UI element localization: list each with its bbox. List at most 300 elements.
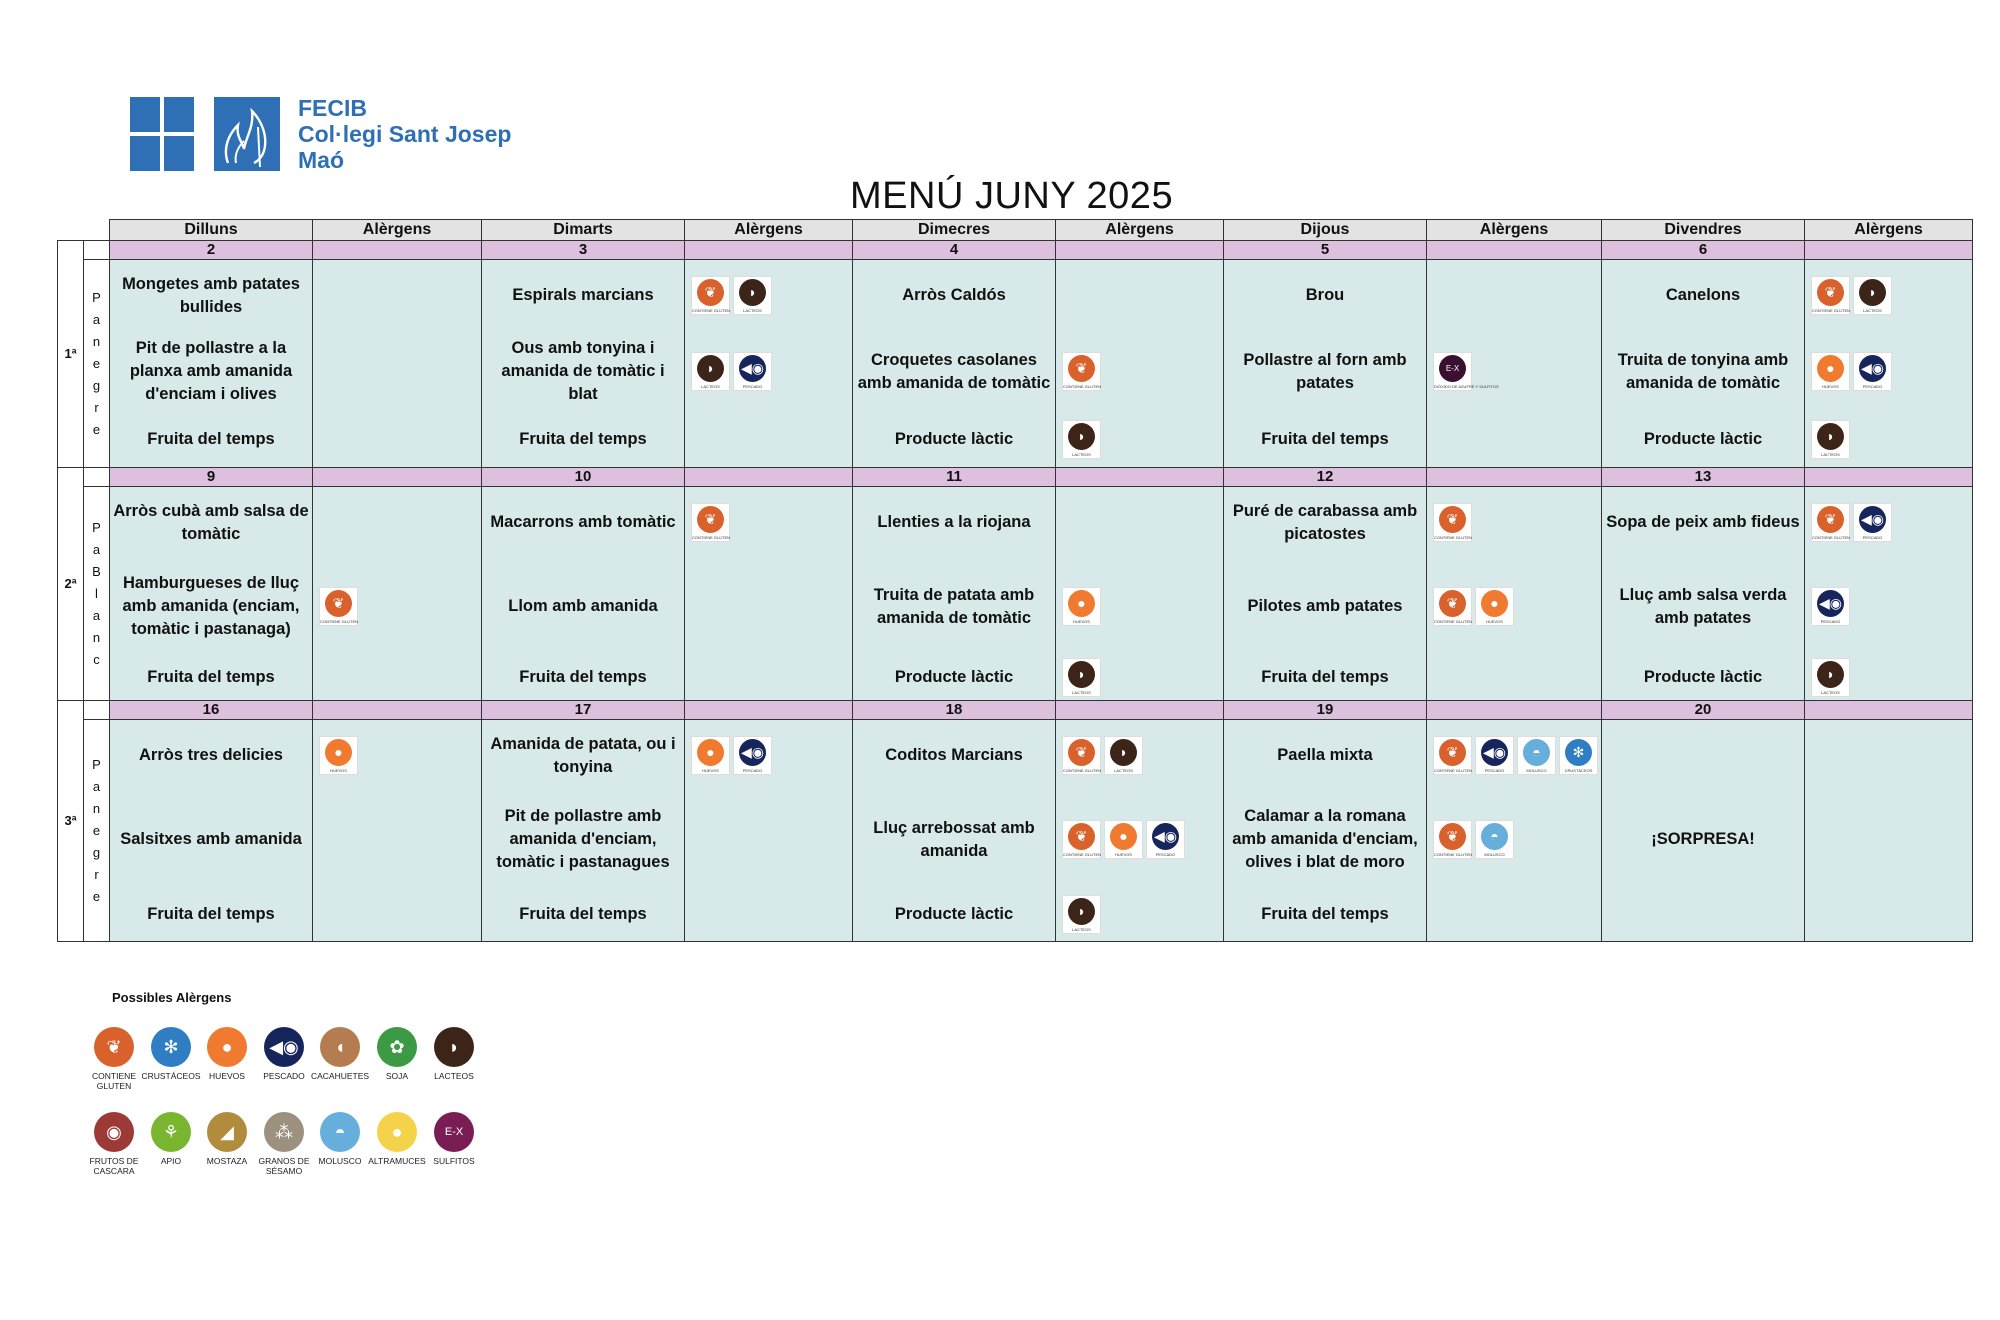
corner-cell [58,220,110,241]
molusco-icon-glyph: ◓ [1481,823,1508,850]
lacteos-allergen-icon [733,276,772,315]
pescado-allergen-icon [733,736,772,775]
legend-item-lacteos [424,1027,484,1081]
lacteos-icon: ◗ [434,1027,474,1067]
dish-cell: Fruita del temps [110,412,313,468]
huevos-icon-label: HUEVOS [1073,619,1090,624]
legend-label: MOSTAZA [206,1156,248,1166]
legend-label: CONTIENE GLUTEN [92,1071,136,1091]
legend-label: APIO [160,1156,182,1166]
meal-row [58,792,1973,888]
dish-cell: Mongetes amb patates bullides [110,260,313,332]
allergen-cell [1805,655,1973,701]
lacteos-icon-glyph: ◗ [1859,279,1886,306]
bread-type-label [84,487,110,701]
bread-type-vertical-text: P a n e g r e [92,756,101,904]
pescado-icon-label: PESCADO [1484,768,1505,774]
huevos-icon-label: HUEVOS [1822,384,1839,389]
date-allergen-cell [1056,241,1224,260]
gluten-allergen-icon [1811,503,1850,542]
gluten-icon-label: CONTIENE GLUTEN [692,308,731,314]
dish-cell: Pilotes amb patates [1224,559,1427,655]
dish-cell: Truita de tonyina amb amanida de tomàtic [1602,332,1805,412]
pescado-icon-label: PESCADO [742,384,763,389]
lacteos-allergen-icon [1062,895,1101,934]
lacteos-allergen-icon [1811,420,1850,459]
gluten-allergen-icon [1433,736,1472,775]
date-cell: 3 [482,241,685,260]
gluten-icon-glyph: ❦ [1439,823,1466,850]
legend-label: CACAHUETES [310,1071,370,1081]
allergen-cell [685,260,853,332]
pescado-icon-glyph: ◀◉ [1152,823,1179,850]
pescado-icon-label: PESCADO [1155,852,1176,857]
gluten-icon-glyph: ❦ [1068,823,1095,850]
gluten-allergen-icon [1062,736,1101,775]
dish-cell: Llenties a la riojana [853,487,1056,559]
huevos-icon-glyph: ● [325,739,352,766]
allergen-cell [1805,888,1973,942]
huevos-icon-label: HUEVOS [1115,852,1132,857]
allergen-cell [313,260,482,332]
col-header-dijous: Dijous [1224,220,1427,241]
legend-label: MOLUSCO [318,1156,362,1166]
huevos-icon-glyph: ● [1481,590,1508,617]
dish-cell: Hamburgueses de lluç amb amanida (enciam, tomàtic i pastanaga) [110,559,313,655]
dish-cell: Brou [1224,260,1427,332]
allergen-cell [1427,888,1602,942]
huevos-allergen-icon [1104,820,1143,859]
dish-cell: Ous amb tonyina i amanida de tomàtic i blat [482,332,685,412]
gluten-icon-glyph: ❦ [325,590,352,617]
molusco-icon-label: MOLUSCO [1526,768,1547,774]
crustaceos-icon: ✻ [151,1027,191,1067]
pescado-icon-glyph: ◀◉ [1817,590,1844,617]
soja-icon: ✿ [377,1027,417,1067]
date-cell: 5 [1224,241,1427,260]
huevos-icon-label: HUEVOS [1486,619,1503,624]
dish-cell: Puré de carabassa amb picatostes [1224,487,1427,559]
lacteos-icon-glyph: ◗ [1068,898,1095,925]
logo-text [298,95,511,173]
date-allergen-cell [1427,241,1602,260]
lacteos-icon-glyph: ◗ [697,355,724,382]
legend-item-sulfitos [424,1112,484,1166]
allergen-cell [313,888,482,942]
date-allergen-cell [1805,468,1973,487]
dish-cell: Pollastre al forn amb patates [1224,332,1427,412]
lacteos-icon-label: LACTEOS [1863,308,1882,314]
dish-cell: Calamar a la romana amb amanida d'enciam, olives i blat de moro [1224,792,1427,888]
dish-cell [1602,888,1805,942]
dish-cell: Espirals marcians [482,260,685,332]
date-row [58,701,1973,720]
allergen-cell [685,655,853,701]
date-allergen-cell [313,241,482,260]
dioxido-icon-label: DIÓXIDO DE AZUFRE Y SULFITOS [1434,384,1499,389]
gluten-icon-label: CONTIENE GLUTEN [1434,852,1473,857]
dish-cell: Producte làctic [853,655,1056,701]
date-allergen-cell [1805,701,1973,720]
gluten-icon-label: CONTIENE GLUTEN [320,619,359,624]
bread-type-vertical-text: P a n e g r e [92,289,101,437]
meal-row [58,888,1973,942]
allergen-cell [1056,412,1224,468]
legend-label: ALTRAMUCES [368,1156,426,1166]
lacteos-allergen-icon [1811,658,1850,697]
gluten-icon-label: CONTIENE GLUTEN [692,535,731,541]
date-cell: 10 [482,468,685,487]
week-label: 3ª [58,701,84,942]
gluten-icon-label: CONTIENE GLUTEN [1434,619,1473,624]
dish-cell: Coditos Marcians [853,720,1056,792]
apio-icon: ⚘ [151,1112,191,1152]
menu-title: MENÚ JUNY 2025 [850,175,1174,217]
dioxido-icon-glyph: E-X [1439,355,1466,382]
legend-label: SULFITOS [433,1156,475,1166]
huevos-icon-glyph: ● [1110,823,1137,850]
date-cell: 9 [110,468,313,487]
dish-cell: Salsitxes amb amanida [110,792,313,888]
date-allergen-cell [1056,468,1224,487]
meal-row [58,559,1973,655]
date-allergen-cell [1427,468,1602,487]
pescado-allergen-icon [1475,736,1514,775]
allergen-cell [685,412,853,468]
dish-cell: Amanida de patata, ou i tonyina [482,720,685,792]
huevos-allergen-icon [1062,587,1101,626]
legend-item-pescado [254,1027,314,1081]
huevos-icon: ● [207,1027,247,1067]
lacteos-icon-label: LACTEOS [1114,768,1133,774]
legend-item-apio [141,1112,201,1166]
dish-cell: Producte làctic [1602,412,1805,468]
dioxido-allergen-icon [1433,352,1499,391]
allergen-cell [1805,792,1973,888]
allergen-cell [1056,559,1224,655]
meal-row [58,412,1973,468]
gluten-icon-label: CONTIENE GLUTEN [1063,384,1102,389]
bread-type-vertical-text: P a B l a n c [92,519,101,667]
dish-cell: Arròs cubà amb salsa de tomàtic [110,487,313,559]
dish-cell: Lluç amb salsa verda amb patates [1602,559,1805,655]
altramuces-icon: ● [377,1112,417,1152]
huevos-icon-glyph: ● [697,739,724,766]
col-header-allergens: Alèrgens [1805,220,1973,241]
huevos-icon-label: HUEVOS [330,768,347,774]
allergen-cell [1056,487,1224,559]
allergen-cell [1427,332,1602,412]
lacteos-allergen-icon [691,352,730,391]
gluten-icon-glyph: ❦ [1439,590,1466,617]
lacteos-icon-glyph: ◗ [1817,661,1844,688]
allergen-cell [1427,720,1602,792]
crustaceos-icon-label: CRUSTÁCEOS [1564,768,1593,774]
molusco-icon: ◓ [320,1112,360,1152]
lacteos-allergen-icon [1853,276,1892,315]
legend-item-altramuces [367,1112,427,1166]
dish-cell: Llom amb amanida [482,559,685,655]
date-cell: 13 [1602,468,1805,487]
dish-cell: Arròs Caldós [853,260,1056,332]
dish-cell: Fruita del temps [1224,888,1427,942]
gluten-allergen-icon [319,587,358,626]
dish-cell: Fruita del temps [110,655,313,701]
lacteos-allergen-icon [1062,420,1101,459]
allergen-cell [685,720,853,792]
gluten-allergen-icon [1062,820,1101,859]
huevos-allergen-icon [691,736,730,775]
legend-label: HUEVOS [209,1071,245,1081]
date-allergen-cell [685,468,853,487]
crustaceos-allergen-icon [1559,736,1598,775]
date-cell: 4 [853,241,1056,260]
meal-row [58,332,1973,412]
date-allergen-cell [313,468,482,487]
allergen-cell [1805,720,1973,792]
molusco-allergen-icon [1475,820,1514,859]
allergen-cell [1805,332,1973,412]
dish-cell: Fruita del temps [1224,412,1427,468]
allergen-cell [1427,655,1602,701]
logo-line-2: Col·legi Sant Josep [298,121,512,147]
date-allergen-cell [1805,241,1973,260]
pescado-allergen-icon [1853,503,1892,542]
legend-item-gluten [84,1027,144,1091]
dish-cell: Macarrons amb tomàtic [482,487,685,559]
legend-label: CRUSTÁCEOS [141,1071,201,1081]
legend-item-molusco [310,1112,370,1166]
allergen-cell [1056,888,1224,942]
dish-cell: Fruita del temps [482,655,685,701]
pescado-allergen-icon [733,352,772,391]
legend-item-crustaceos [141,1027,201,1081]
allergen-cell [685,888,853,942]
lacteos-allergen-icon [1062,658,1101,697]
col-header-dilluns: Dilluns [110,220,313,241]
dish-cell: Arròs tres delicies [110,720,313,792]
pescado-allergen-icon [1853,352,1892,391]
allergen-cell [313,655,482,701]
legend-item-sesamo [254,1112,314,1176]
allergen-cell [685,792,853,888]
gluten-icon-glyph: ❦ [1817,279,1844,306]
allergen-cell [1056,260,1224,332]
lacteos-allergen-icon [1104,736,1143,775]
frutos-icon: ◉ [94,1112,134,1152]
pescado-icon-glyph: ◀◉ [1481,739,1508,766]
bread-header-cell [84,241,110,260]
pescado-icon-label: PESCADO [1862,384,1883,389]
pescado-icon-glyph: ◀◉ [739,355,766,382]
bread-type-label [84,720,110,942]
pescado-icon-glyph: ◀◉ [1859,355,1886,382]
legend-label: SOJA [385,1071,409,1081]
cacahuetes-icon: ◖ [320,1027,360,1067]
dish-cell [1602,720,1805,792]
dish-cell: Fruita del temps [110,888,313,942]
logo-line-1: FECIB [298,95,367,121]
allergen-cell [313,792,482,888]
legend-label: LACTEOS [434,1071,474,1081]
bread-type-label [84,260,110,468]
bread-header-cell [84,468,110,487]
lacteos-icon-glyph: ◗ [1068,423,1095,450]
menu-table [57,219,1973,942]
pescado-icon-label: PESCADO [1862,535,1883,541]
date-cell: 18 [853,701,1056,720]
gluten-allergen-icon [1433,587,1472,626]
sesamo-icon: ⁂ [264,1112,304,1152]
lacteos-icon-label: LACTEOS [1072,926,1091,932]
legend-item-cacahuetes [310,1027,370,1081]
dish-cell: Pit de pollastre a la planxa amb amanida d'enciam i olives [110,332,313,412]
col-header-allergens: Alèrgens [685,220,853,241]
pescado-icon-label: PESCADO [742,768,763,774]
date-cell: 2 [110,241,313,260]
gluten-icon-glyph: ❦ [1068,739,1095,766]
allergen-cell [1427,487,1602,559]
lacteos-icon-label: LACTEOS [1072,689,1091,695]
gluten-icon-glyph: ❦ [1817,506,1844,533]
date-allergen-cell [1427,701,1602,720]
dish-cell: Canelons [1602,260,1805,332]
allergen-cell [1805,412,1973,468]
legend-item-soja [367,1027,427,1081]
date-allergen-cell [313,701,482,720]
dish-cell: Truita de patata amb amanida de tomàtic [853,559,1056,655]
gluten-icon-label: CONTIENE GLUTEN [1063,852,1102,857]
date-cell: 12 [1224,468,1427,487]
lacteos-icon-label: LACTEOS [1821,689,1840,695]
legend-item-mostaza [197,1112,257,1166]
date-cell: 17 [482,701,685,720]
date-row [58,468,1973,487]
allergen-cell [1805,260,1973,332]
allergen-cell [1056,720,1224,792]
dish-cell: Croquetes casolanes amb amanida de tomàtic [853,332,1056,412]
huevos-allergen-icon [319,736,358,775]
sulfitos-icon: E-X [434,1112,474,1152]
crustaceos-icon-glyph: ✻ [1565,739,1592,766]
meal-row [58,487,1973,559]
molusco-icon-glyph: ◓ [1523,739,1550,766]
pescado-icon: ◀◉ [264,1027,304,1067]
allergen-cell [313,412,482,468]
gluten-icon-glyph: ❦ [697,506,724,533]
lacteos-icon-label: LACTEOS [1072,451,1091,457]
huevos-icon-glyph: ● [1068,590,1095,617]
gluten-allergen-icon [691,503,730,542]
allergen-cell [685,487,853,559]
gluten-icon-label: CONTIENE GLUTEN [1063,768,1102,774]
allergen-cell [1056,792,1224,888]
dish-cell: Pit de pollastre amb amanida d'enciam, tomàtic i pastanagues [482,792,685,888]
lacteos-icon-label: LACTEOS [701,384,720,389]
molusco-icon-label: MOLUSCO [1484,852,1505,857]
fecib-mark-icon [130,97,194,171]
allergen-cell [1805,487,1973,559]
column-header-row [58,220,1973,241]
gluten-icon-label: CONTIENE GLUTEN [1434,768,1473,774]
logo-line-3: Maó [298,147,344,173]
gluten-icon-label: CONTIENE GLUTEN [1812,535,1851,541]
huevos-icon-label: HUEVOS [702,768,719,774]
gluten-icon-label: CONTIENE GLUTEN [1812,308,1851,314]
pescado-allergen-icon [1146,820,1185,859]
dish-cell: Fruita del temps [482,888,685,942]
date-allergen-cell [685,701,853,720]
date-cell: 19 [1224,701,1427,720]
huevos-icon-glyph: ● [1817,355,1844,382]
allergen-cell [1427,412,1602,468]
dish-cell: Fruita del temps [482,412,685,468]
gluten-allergen-icon [1433,503,1472,542]
lacteos-icon-label: LACTEOS [743,308,762,314]
col-header-dimecres: Dimecres [853,220,1056,241]
bread-header-cell [84,701,110,720]
mostaza-icon: ◢ [207,1112,247,1152]
meal-row [58,655,1973,701]
molusco-allergen-icon [1517,736,1556,775]
dish-cell: Fruita del temps [1224,655,1427,701]
date-row [58,241,1973,260]
lacteos-icon-label: LACTEOS [1821,451,1840,457]
pescado-icon-label: PESCADO [1820,619,1841,624]
allergen-cell [313,487,482,559]
gluten-allergen-icon [1062,352,1101,391]
allergen-cell [1427,792,1602,888]
meal-row [58,260,1973,332]
lacteos-icon-glyph: ◗ [1817,423,1844,450]
col-header-dimarts: Dimarts [482,220,685,241]
gluten-icon-glyph: ❦ [1439,739,1466,766]
gluten-icon-label: CONTIENE GLUTEN [1434,535,1473,541]
legend-title: Possibles Alèrgens [112,990,232,1005]
gluten-icon-glyph: ❦ [697,279,724,306]
col-header-allergens: Alèrgens [1427,220,1602,241]
dish-cell: Paella mixta [1224,720,1427,792]
gluten-icon-glyph: ❦ [1068,355,1095,382]
pescado-allergen-icon [1811,587,1850,626]
date-cell: 6 [1602,241,1805,260]
gluten-icon: ❦ [94,1027,134,1067]
allergen-cell [313,559,482,655]
legend-label: FRUTOS DE CASCARA [89,1156,139,1176]
allergen-cell [685,559,853,655]
col-header-allergens: Alèrgens [1056,220,1224,241]
lacteos-icon-glyph: ◗ [1068,661,1095,688]
date-cell: 11 [853,468,1056,487]
pescado-icon-glyph: ◀◉ [739,739,766,766]
meal-row [58,720,1973,792]
gluten-allergen-icon [691,276,730,315]
date-allergen-cell [1056,701,1224,720]
lacteos-icon-glyph: ◗ [739,279,766,306]
col-header-divendres: Divendres [1602,220,1805,241]
gluten-allergen-icon [1811,276,1850,315]
allergen-cell [313,332,482,412]
dish-cell: Producte làctic [1602,655,1805,701]
gluten-allergen-icon [1433,820,1472,859]
allergen-cell [1805,559,1973,655]
legend-item-huevos [197,1027,257,1081]
date-allergen-cell [685,241,853,260]
allergen-cell [1427,559,1602,655]
dish-cell: Producte làctic [853,888,1056,942]
legend-label: GRANOS DE SÉSAMO [258,1156,310,1176]
pescado-icon-glyph: ◀◉ [1859,506,1886,533]
